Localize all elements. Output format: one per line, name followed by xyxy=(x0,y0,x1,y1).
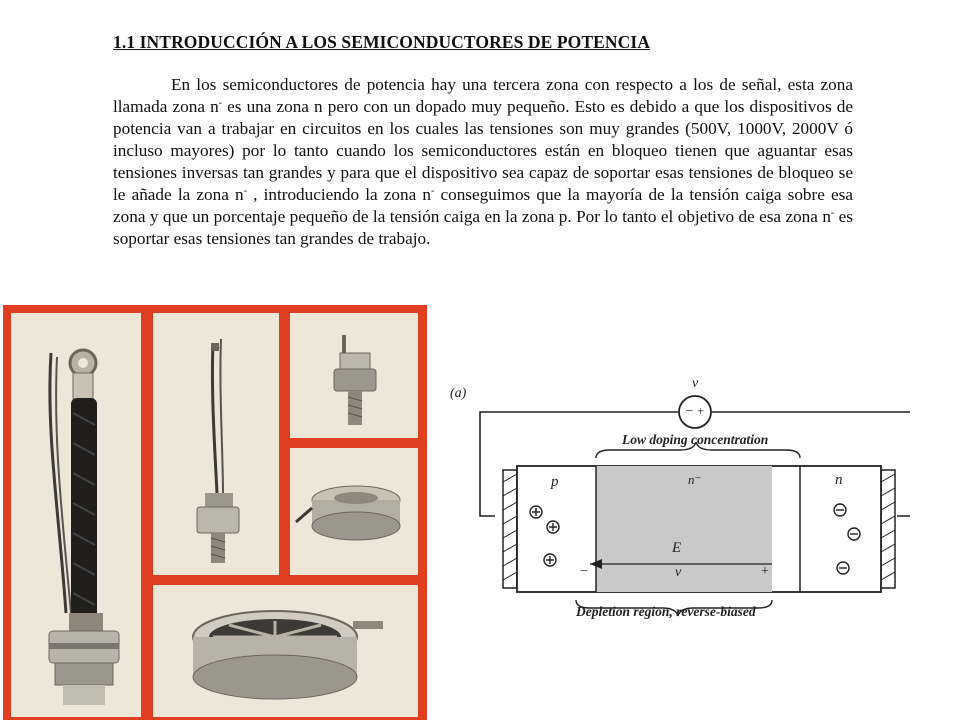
small-stud-diode-photo xyxy=(290,313,418,438)
superscript-minus: - xyxy=(218,97,223,109)
voltage-source-icon xyxy=(679,396,711,428)
depletion-region-label: Depletion region, reverse-biased xyxy=(576,604,756,619)
superscript-minus: - xyxy=(243,185,247,197)
paragraph-text-3: , introduciendo la zona n xyxy=(246,185,431,204)
n-minus-region-label: n⁻ xyxy=(688,472,702,487)
disc-capsule-photo xyxy=(290,448,418,575)
pn-junction-diagram xyxy=(440,370,910,630)
p-region-label: p xyxy=(551,474,559,490)
section-heading: 1.1 INTRODUCCIÓN A LOS SEMICONDUCTORES DE POTENCIA xyxy=(113,32,651,52)
low-doping-label: Low doping concentration xyxy=(622,432,769,447)
source-plus: + xyxy=(697,403,705,418)
stud-thyristor-long-photo xyxy=(11,313,141,717)
source-voltage-label: v xyxy=(692,376,699,391)
electric-field-label: E xyxy=(672,540,682,556)
depletion-region xyxy=(596,466,772,592)
diagram-drawing xyxy=(440,370,910,630)
right-contact xyxy=(881,470,895,588)
panel-label: (a) xyxy=(450,386,467,401)
paragraph-text-5: es soportar esas tensiones tan grandes de trabajo. xyxy=(113,207,853,248)
superscript-minus: - xyxy=(430,185,435,197)
press-pack-device-photo xyxy=(153,585,418,717)
depletion-voltage-label: v xyxy=(675,565,682,580)
stud-thyristor-short-photo xyxy=(153,313,279,575)
n-region-label: n xyxy=(835,472,843,488)
paragraph-text-2: es una zona n pero con un dopado muy pequeño. Esto es debido a que los dispositivos de potencia van a trabajar en circuitos en los cuales las tensiones son muy grandes (500V, 1000V, 2000V ó incluso mayores) por lo tanto cuando los semiconductores están en bloqueo tienen que aguantar esas tensiones inversas tan grandes y para que el dispositivo sea capaz de soportar esas tensiones de bloqueo se le añade la zona n xyxy=(113,97,853,204)
intro-paragraph xyxy=(113,74,853,250)
paragraph-text-4: conseguimos que la mayoría de la tensión caiga sobre esa zona y que un porcentaje pequeño de la tensión caiga en la zona p. Por lo tanto el objetivo de esa zona n xyxy=(113,185,853,226)
source-minus: − xyxy=(686,403,694,418)
power-devices-photo xyxy=(3,305,427,720)
depletion-minus-sign: − xyxy=(580,564,588,579)
depletion-plus-sign: + xyxy=(761,564,769,579)
superscript-minus: - xyxy=(830,207,835,219)
left-contact xyxy=(503,470,517,588)
paragraph-text-1: En los semiconductores de potencia hay una tercera zona con respecto a los de señal, esta zona llamada zona n xyxy=(113,75,853,116)
